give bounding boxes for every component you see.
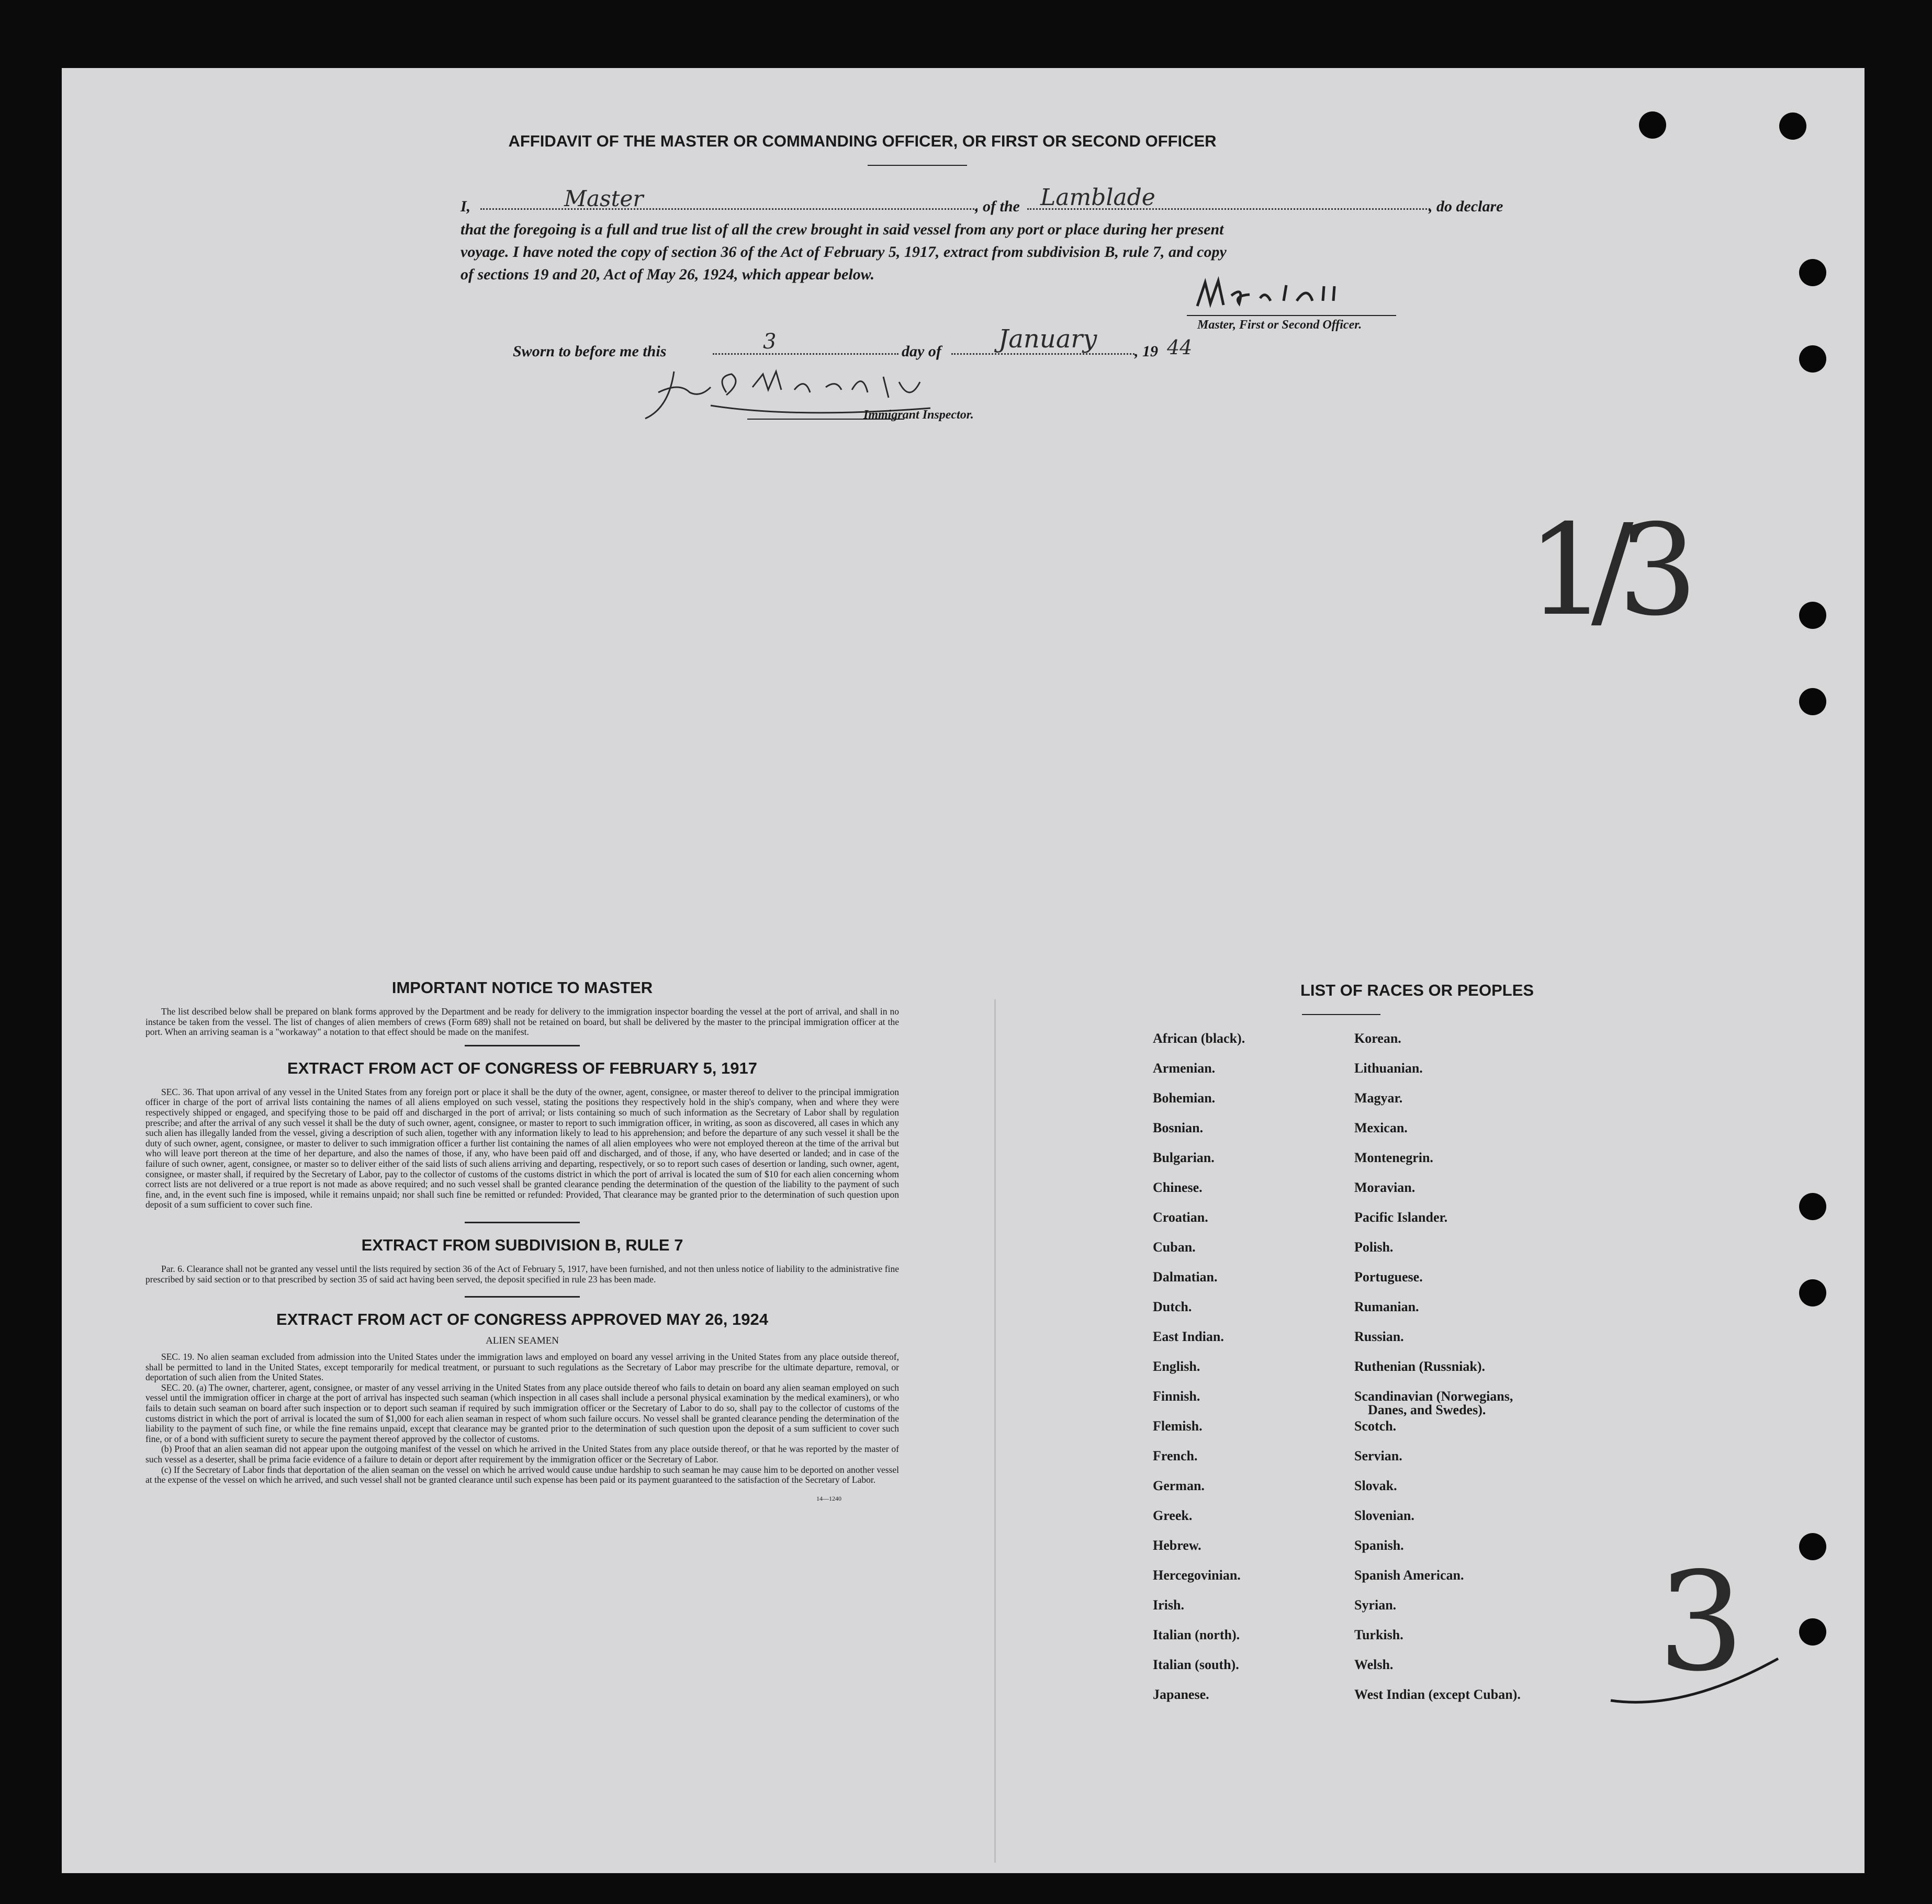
document-sheet — [62, 68, 1864, 1873]
fold-line — [994, 999, 996, 1863]
race-item: Bohemian. — [1153, 1090, 1216, 1106]
race-item: Spanish American. — [1354, 1568, 1464, 1583]
handwritten-page-number: 3 — [1658, 1544, 1745, 1702]
race-item: Hebrew. — [1153, 1538, 1201, 1553]
race-item: Cuban. — [1153, 1240, 1196, 1255]
race-item: Bulgarian. — [1153, 1150, 1215, 1165]
do-declare-label: , do declare — [1429, 198, 1503, 215]
sec20c-paragraph: (c) If the Secretary of Labor finds that deportation of the alien seaman on the vessel on which he arrived would cause undue hardship to such seaman he may cause him to be deported on another vessel at the expense of the vessel on which he arrived, and such vessel shall not be granted clearance until such expense has been paid or its payment guaranteed to the satisfaction of the Secretary of Labor. — [145, 1464, 899, 1485]
race-item: Magyar. — [1354, 1090, 1403, 1106]
separator-3 — [465, 1296, 580, 1298]
race-item: Moravian. — [1354, 1180, 1416, 1195]
binder-hole — [1799, 345, 1826, 373]
binder-hole — [1799, 688, 1826, 715]
race-item: Hercegovinian. — [1153, 1568, 1241, 1583]
race-item: Italian (south). — [1153, 1657, 1239, 1672]
separator-2 — [465, 1222, 580, 1223]
rule7-title: EXTRACT FROM SUBDIVISION B, RULE 7 — [361, 1235, 683, 1254]
form-number: 14—1240 — [816, 1494, 841, 1502]
race-item: Irish. — [1153, 1597, 1184, 1613]
left-column — [145, 978, 899, 1503]
day-of-label: day of — [902, 343, 941, 360]
binder-hole — [1799, 1279, 1826, 1306]
race-item: West Indian (except Cuban). — [1354, 1687, 1521, 1702]
master-signature — [1187, 275, 1407, 317]
race-item: Lithuanian. — [1354, 1061, 1423, 1076]
races-right-column — [1354, 1032, 1521, 1718]
handwritten-vessel: Lamblade — [1040, 184, 1155, 211]
race-item: Flemish. — [1153, 1418, 1203, 1434]
underline-stroke — [1605, 1648, 1783, 1711]
races-title-rule — [1302, 1014, 1380, 1015]
affidavit-line-4: of sections 19 and 20, Act of May 26, 1924, which appear below. — [460, 266, 875, 283]
race-item: German. — [1153, 1478, 1205, 1493]
race-item: Welsh. — [1354, 1657, 1394, 1672]
notice-body — [145, 1007, 899, 1038]
race-item: Greek. — [1153, 1508, 1193, 1523]
race-item: Ruthenian (Russniak). — [1354, 1359, 1485, 1374]
race-item: Japanese. — [1153, 1687, 1209, 1702]
race-item: Bosnian. — [1153, 1120, 1204, 1135]
binder-hole — [1799, 602, 1826, 629]
race-item: Rumanian. — [1354, 1299, 1419, 1314]
race-item: Korean. — [1354, 1031, 1401, 1046]
affidavit-title: AFFIDAVIT OF THE MASTER OR COMMANDING OFFICER, OR FIRST OR SECOND OFFICER — [508, 132, 1217, 150]
rule7-body — [145, 1264, 899, 1285]
extract-1924-title: EXTRACT FROM ACT OF CONGRESS APPROVED MAY 26, 1924 — [276, 1310, 768, 1329]
of-the-label: , of the — [975, 198, 1020, 215]
race-item: Dalmatian. — [1153, 1269, 1218, 1285]
race-item: East Indian. — [1153, 1329, 1224, 1344]
notice-paragraph: The list described below shall be prepared on blank forms approved by the Department and be ready for delivery to the immigration inspector boarding the vessel at the port of arrival, and shall in no instance be taken from the vessel. The list of changes of alien members of crews (Form 689) shall not be retained on board, but shall be delivered by the master to the principal immigration officer at the port. When an arriving seaman is a "workaway" a notation to that effect should be made on the manifest. — [145, 1006, 899, 1038]
handwritten-day: 3 — [763, 330, 777, 354]
handwritten-position: Master — [564, 186, 644, 211]
affidavit-line-2: that the foregoing is a full and true list of all the crew brought in said vessel from any port or place during her present — [460, 221, 1224, 238]
alien-seamen-subtitle: ALIEN SEAMEN — [486, 1335, 559, 1347]
race-item: Croatian. — [1153, 1210, 1208, 1225]
race-item: Finnish. — [1153, 1389, 1200, 1404]
race-item: Mexican. — [1354, 1120, 1408, 1135]
signature-line — [1187, 315, 1396, 316]
race-item: Italian (north). — [1153, 1627, 1240, 1642]
race-item: French. — [1153, 1448, 1198, 1463]
race-item: Montenegrin. — [1354, 1150, 1433, 1165]
master-caption: Master, First or Second Officer. — [1197, 318, 1362, 332]
race-item: Chinese. — [1153, 1180, 1203, 1195]
handwritten-fraction: 1/3 — [1527, 497, 1682, 644]
race-item: Scandinavian (Norwegians, Danes, and Swedes). — [1354, 1389, 1513, 1417]
binder-hole — [1799, 1618, 1826, 1646]
race-item: Pacific Islander. — [1354, 1210, 1448, 1225]
race-item: Turkish. — [1354, 1627, 1403, 1642]
handwritten-year: 44 — [1167, 336, 1193, 359]
races-title: LIST OF RACES OR PEOPLES — [1300, 981, 1534, 999]
race-item: Syrian. — [1354, 1597, 1397, 1613]
sworn-label: Sworn to before me this — [513, 343, 667, 360]
i-label: I, — [460, 198, 471, 215]
race-item: Russian. — [1354, 1329, 1404, 1344]
title-rule — [868, 165, 967, 166]
binder-hole — [1799, 1193, 1826, 1220]
sec20a-paragraph: SEC. 20. (a) The owner, charterer, agent, consignee, or master of any vessel arriving in the United States from any place outside thereof who fails to detain on board any alien seaman employed on such vessel until the immigration officer in charge at the port of arrival has inspected such seaman (which inspection in all cases shall include a personal physical examination by the medical examiners), or who fails to detain such seaman on board after such inspection or to deport such seaman if required by such immigration officer or the Secretary of Labor to do so, shall pay to the collector of customs of the customs district in which the port of arrival is located the sum of $1,000 for each alien seaman in respect of whom such failure occurs. No vessel shall be granted clearance pending the determination of the liability to the payment of such fine, or while the fine remains unpaid, except that clearance may be granted prior to the determination of such question upon the deposit of a sum sufficient to cover such fine, or of a bond with sufficient surety to secure the payment thereof approved by the collector of customs. — [145, 1382, 899, 1444]
sec36-paragraph: SEC. 36. That upon arrival of any vessel in the United States from any foreign port or place it shall be the duty of the owner, agent, consignee, or master thereof to deliver to the principal immigration officer in charge of the port of arrival lists containing the names of all aliens employed on such vessel, stating the positions they respectively hold in the ship's company, when and where they were respectively shipped or engaged, and specifying those to be paid off and discharged in the port of arrival; or lists containing so much of such information as the Secretary of Labor shall by regulation prescribe; and after the arrival of any such vessel it shall be the duty of such owner, agent, consignee, or master to report to such immigration officer, in writing, as soon as discovered, all cases in which any such alien has illegally landed from the vessel, giving a description of such alien, together with any information likely to lead to his apprehension; and before the departure of any such vessel it shall be the duty of such owner, agent, consignee, or master to deliver to such immigration officer a further list containing the names of all alien employees who were not employed thereon at the time of the arrival but who will leave port thereon at the time of her departure, and also the names of those, if any, who have been paid off and discharged, and of those, if any, who have deserted or landed; and in case of the failure of such owner, agent, consignee, or master so to deliver either of the said lists of such aliens arriving and departing, respectively, or so to report such cases of desertion or landing, such owner, agent, consignee, or master shall, if required by the Secretary of Labor, pay to the collector of customs of the customs district in which the port of arrival is located the sum of $10 for each alien concerning whom correct lists are not delivered or a true report is not made as above required; and no such vessel shall be granted clearance pending the determination of the question of the liability to the payment of such fine, and, in the event such fine is imposed, while it remains unpaid; nor shall such fine be remitted or refunded: Provided, That clearance may be granted prior to the determination of such question upon deposit of a sum sufficient to cover such fine. — [145, 1086, 899, 1210]
day-blank — [713, 353, 898, 355]
race-item: Spanish. — [1354, 1538, 1404, 1553]
race-item: Scotch. — [1354, 1418, 1397, 1434]
binder-hole — [1799, 259, 1826, 286]
race-item: Portuguese. — [1354, 1269, 1423, 1285]
sec20b-paragraph: (b) Proof that an alien seaman did not appear upon the outgoing manifest of the vessel on which he arrived in the United States from any place outside thereof, or that he was reported by the master of such vessel as a deserter, shall be prima facie evidence of a failure to detain or deport after requirement by the immigration officer or the Secretary of Labor. — [145, 1444, 899, 1465]
sec19-paragraph: SEC. 19. No alien seaman excluded from admission into the United States under the immigration laws and employed on board any vessel arriving in the United States from any place outside thereof, shall be permitted to land in the United States, except temporarily for medical treatment, or pursuant to such regulations as the Secretary of Labor may prescribe for the ultimate departure, removal, or deportation of such alien from the United States. — [145, 1351, 899, 1383]
race-item: Polish. — [1354, 1240, 1394, 1255]
name-blank — [480, 208, 978, 210]
affidavit-line-3: voyage. I have noted the copy of section 36 of the Act of February 5, 1917, extract from subdivision B, rule 7, and copy — [460, 243, 1227, 261]
race-item: Armenian. — [1153, 1061, 1216, 1076]
year-prefix: , 19 — [1135, 343, 1158, 360]
binder-hole — [1779, 112, 1806, 140]
extract-1917-body — [145, 1087, 899, 1210]
notice-title: IMPORTANT NOTICE TO MASTER — [391, 978, 653, 997]
par6-paragraph: Par. 6. Clearance shall not be granted any vessel until the lists required by section 36 of the Act of February 5, 1917, have been furnished, and not then unless notice of liability to the administrative fine prescribed by said section or to that prescribed by section 35 of said act having been served, the deposit specified in rule 23 has been made. — [145, 1263, 899, 1285]
binder-hole — [1799, 1533, 1826, 1560]
extract-1924-body — [145, 1352, 899, 1485]
race-item: Slovenian. — [1354, 1508, 1414, 1523]
race-item: English. — [1153, 1359, 1200, 1374]
race-item: Servian. — [1354, 1448, 1402, 1463]
separator-1 — [465, 1045, 580, 1046]
binder-hole — [1639, 111, 1666, 139]
inspector-caption: Immigrant Inspector. — [863, 408, 974, 422]
handwritten-month: January — [998, 324, 1097, 354]
race-item: African (black). — [1153, 1031, 1245, 1046]
race-item: Slovak. — [1354, 1478, 1397, 1493]
extract-1917-title: EXTRACT FROM ACT OF CONGRESS OF FEBRUARY 5, 1917 — [287, 1058, 757, 1077]
race-item: Dutch. — [1153, 1299, 1192, 1314]
races-left-column — [1153, 1032, 1245, 1718]
